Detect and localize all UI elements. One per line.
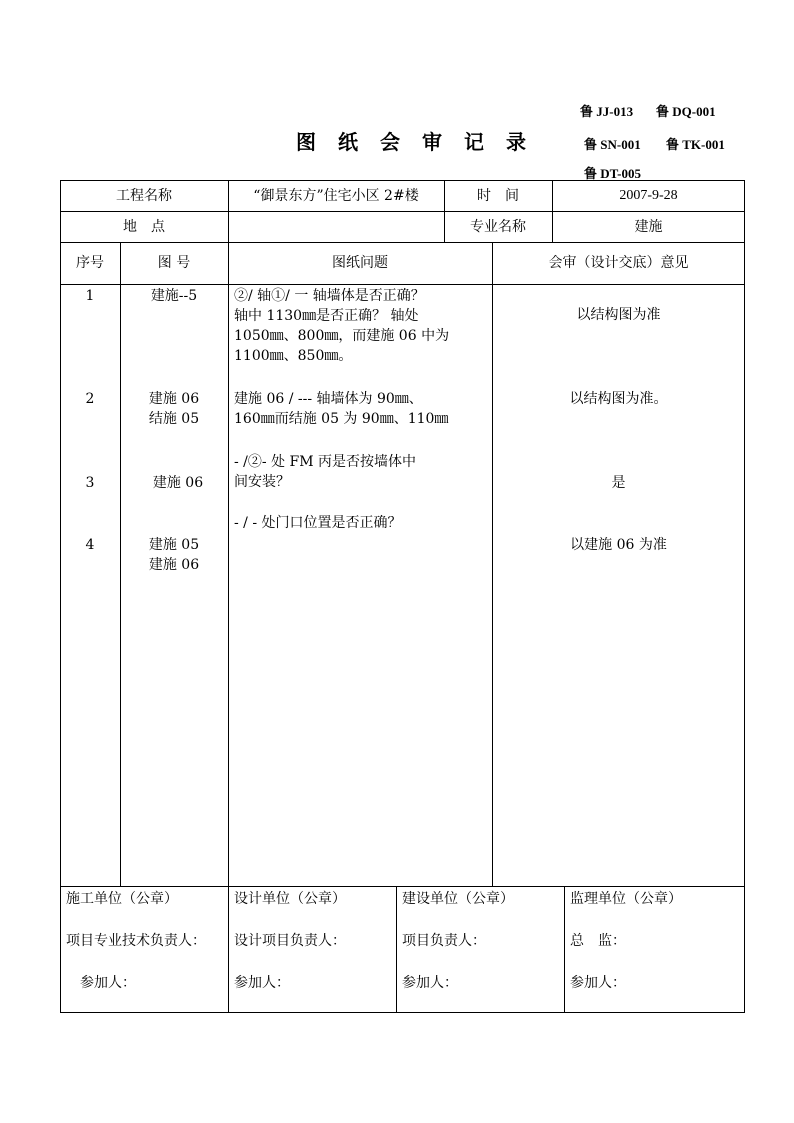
row-4-no: 4 [85, 537, 95, 553]
location-label: 地 点 [123, 219, 165, 235]
design-participants-label: 参加人： [234, 975, 290, 991]
supervision-participants-label: 参加人： [570, 975, 626, 991]
row-3-no: 3 [85, 475, 95, 491]
form-code-sn: 鲁 SN-001 [584, 137, 641, 152]
construction-participants-label: 参加人： [80, 975, 136, 991]
row-3-issue-line-2: 间安装？ [234, 474, 290, 490]
row-2-drawing-2: 结施 05 [148, 411, 200, 427]
project-name-value: “御景东方”住宅小区 2#楼 [253, 188, 419, 204]
project-name-label: 工程名称 [116, 188, 172, 204]
form-code-dq: 鲁 DQ-001 [656, 104, 716, 119]
supervision-unit-label: 监理单位（公章） [570, 891, 682, 907]
chief-supervisor-label: 总 监： [570, 933, 626, 949]
column-header-opinion: 会审（设计交底）意见 [548, 255, 689, 271]
row-3-drawing: 建施 06 [152, 475, 204, 491]
row-1-issue-line-4: 1100㎜、850㎜。 [234, 348, 353, 364]
form-code-tk: 鲁 TK-001 [666, 137, 725, 152]
row-1-opinion: 以结构图为准 [576, 307, 661, 323]
owner-participants-label: 参加人： [402, 975, 458, 991]
row-2-issue-line-2: 160㎜而结施 05 为 90㎜、110㎜ [234, 411, 449, 427]
owner-unit-label: 建设单位（公章） [402, 891, 514, 907]
row-4-drawing-1: 建施 05 [148, 537, 200, 553]
row-4-opinion: 以建施 06 为准 [570, 537, 667, 553]
row-1-drawing: 建施--5 [150, 288, 198, 304]
row-1-issue-line-1: ②/ 轴①/ 一 轴墙体是否正确？ [234, 288, 425, 304]
construction-tech-lead-label: 项目专业技术负责人： [66, 933, 206, 949]
row-4-issue-line-1: - / - 处门口位置是否正确？ [234, 515, 402, 531]
column-header-no: 序号 [76, 255, 104, 271]
row-1-issue-line-3: 1050㎜、800㎜，而建施 06 中为 [234, 328, 450, 344]
construction-unit-label: 施工单位（公章） [66, 891, 178, 907]
specialty-label: 专业名称 [470, 219, 526, 235]
row-3-issue-line-1: - /②- 处 FM 丙是否按墙体中 [234, 454, 417, 470]
design-project-lead-label: 设计项目负责人： [234, 933, 346, 949]
document-title: 图纸会审记录 [296, 130, 548, 154]
form-code-dt: 鲁 DT-005 [584, 166, 641, 181]
design-unit-label: 设计单位（公章） [234, 891, 346, 907]
owner-project-lead-label: 项目负责人： [402, 933, 486, 949]
specialty-value: 建施 [634, 219, 663, 235]
row-4-drawing-2: 建施 06 [148, 557, 200, 573]
row-3-opinion: 是 [611, 475, 626, 491]
time-value: 2007-9-28 [619, 188, 678, 203]
row-2-drawing-1: 建施 06 [148, 391, 200, 407]
time-label: 时 间 [477, 188, 519, 204]
row-2-no: 2 [85, 391, 95, 407]
column-header-issue: 图纸问题 [332, 255, 388, 271]
row-1-no: 1 [85, 288, 95, 304]
row-2-issue-line-1: 建施 06 / --- 轴墙体为 90㎜、 [234, 391, 423, 407]
form-code-jj: 鲁 JJ-013 [580, 104, 634, 119]
column-header-drawing: 图 号 [157, 255, 191, 271]
row-1-issue-line-2: 轴中 1130㎜是否正确？ 轴处 [234, 308, 419, 324]
row-2-opinion: 以结构图为准。 [569, 391, 668, 407]
